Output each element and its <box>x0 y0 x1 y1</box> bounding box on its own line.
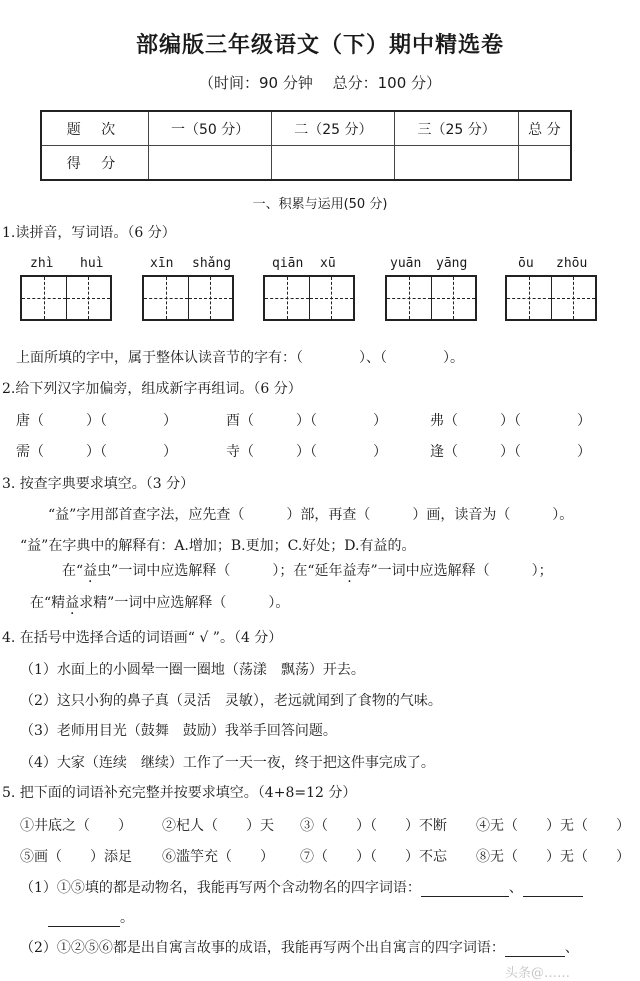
question-4-prompt: 4. 在括号中选择合适的词语画“ √ ”。（4 分） <box>2 630 283 646</box>
radical-item: 弗（ ）（ ） <box>430 413 591 429</box>
idiom-item: ⑥滥竽充（ ） <box>162 849 274 865</box>
answer-blank[interactable] <box>523 882 583 897</box>
question-5-sub2 <box>20 937 579 957</box>
question-3-line: “益”在字典中的解释有：A.增加；B.更加；C.好处；D.有益的。 <box>20 538 416 554</box>
score-cell[interactable] <box>395 146 518 181</box>
question-3-line: “益”字用部首查字法，应先查（ ）部，再查（ ）画，读音为（ ）。 <box>48 507 574 523</box>
text: 寿”一词中应选解释（ ）； <box>356 563 553 579</box>
choice-item: （4）大家（连续 继续）工作了一天一夜，终于把这件事完成了。 <box>20 755 435 771</box>
score-cell[interactable] <box>272 146 395 181</box>
radical-item: 酉（ ）（ ） <box>226 413 387 429</box>
question-5-sub1-cont <box>48 907 134 927</box>
idiom-item: ⑧无（ ）无（ ） <box>476 849 630 865</box>
pinyin-label: zhì <box>30 256 54 271</box>
page-title: 部编版三年级语文（下）期中精选卷 <box>135 33 504 58</box>
text: 求精”一词中应选解释（ ）。 <box>79 595 290 611</box>
text: 、 <box>508 880 523 896</box>
answer-blank[interactable] <box>505 942 565 957</box>
choice-item: （2）这只小狗的鼻子真（灵活 灵敏），老远就闻到了食物的气味。 <box>20 693 442 709</box>
radical-item: 唐（ ）（ ） <box>16 413 177 429</box>
idiom-item: ⑤画（ ）添足 <box>20 849 132 865</box>
question-3-line <box>30 592 289 612</box>
question-5-sub1 <box>20 877 583 897</box>
idiom-item: ③（ ）（ ）不断 <box>300 818 447 834</box>
radical-item: 需（ ）（ ） <box>16 444 177 460</box>
writing-grid[interactable] <box>142 275 234 321</box>
idiom-item: ①井底之（ ） <box>20 818 132 834</box>
emphasis-char: 益 <box>342 563 357 579</box>
score-cell[interactable] <box>518 146 571 181</box>
text: 在“ <box>62 563 84 579</box>
text: 。 <box>120 910 134 926</box>
pinyin-label: shǎng <box>192 256 232 271</box>
watermark-fragment: 头条@…… <box>505 966 571 981</box>
writing-grid[interactable] <box>505 275 597 321</box>
score-table-header-cell: 三（25 分） <box>395 111 518 146</box>
writing-grid[interactable] <box>20 275 112 321</box>
pinyin-label: qiān <box>272 256 304 271</box>
pinyin-label: ōu <box>518 256 534 271</box>
text: 在“精 <box>30 595 66 611</box>
text: 虫”一词中应选解释（ ）；在“延年 <box>97 563 343 579</box>
pinyin-label: yāng <box>436 256 468 271</box>
pinyin-label: zhōu <box>556 256 588 271</box>
score-table-score-row <box>41 146 571 181</box>
writing-grid[interactable] <box>385 275 477 321</box>
choice-item: （3）老师用目光（鼓舞 鼓励）我举手回答问题。 <box>20 723 337 739</box>
text: （1）①⑤填的都是动物名，我能再写两个含动物名的四字词语： <box>20 880 421 896</box>
section-heading: 一、积累与运用(50 分) <box>252 197 388 212</box>
score-row-label: 得 分 <box>41 146 149 181</box>
score-table <box>40 110 572 181</box>
idiom-item: ②杞人（ ）天 <box>162 818 274 834</box>
pinyin-label: xīn <box>150 256 174 271</box>
idiom-item: ④无（ ）无（ ） <box>476 818 630 834</box>
score-table-header-row <box>41 111 571 146</box>
score-table-header-cell: 题 次 <box>41 111 149 146</box>
question-3-prompt: 3. 按查字典要求填空。（3 分） <box>2 476 195 492</box>
radical-item: 寺（ ）（ ） <box>226 444 387 460</box>
text: 、 <box>564 940 579 956</box>
pinyin-label: huì <box>80 256 104 271</box>
score-table-header-cell: 一（50 分） <box>149 111 272 146</box>
question-1-prompt: 1.读拼音，写词语。（6 分） <box>2 225 176 241</box>
choice-item: （1）水面上的小圆晕一圈一圈地（荡漾 飘荡）开去。 <box>20 662 365 678</box>
score-table-header-cell: 总 分 <box>518 111 571 146</box>
text: （2）①②⑤⑥都是出自寓言故事的成语，我能再写两个出自寓言的四字词语： <box>20 940 505 956</box>
exam-time-total: （时间：90 分钟 总分：100 分） <box>198 74 442 92</box>
pinyin-label: xū <box>320 256 336 271</box>
writing-grid[interactable] <box>263 275 355 321</box>
question-1-followup: 上面所填的字中，属于整体认读音节的字有：（ ）、（ ）。 <box>16 350 464 366</box>
answer-blank[interactable] <box>48 912 120 927</box>
pinyin-label: yuān <box>390 256 422 271</box>
emphasis-char: 益 <box>65 595 80 611</box>
score-table-header-cell: 二（25 分） <box>272 111 395 146</box>
question-3-line <box>62 560 553 580</box>
question-5-prompt: 5. 把下面的词语补充完整并按要求填空。（4+8=12 分） <box>2 785 357 801</box>
score-cell[interactable] <box>149 146 272 181</box>
radical-item: 逢（ ）（ ） <box>430 444 591 460</box>
answer-blank[interactable] <box>421 882 509 897</box>
idiom-item: ⑦（ ）（ ）不忘 <box>300 849 447 865</box>
emphasis-char: 益 <box>83 563 98 579</box>
question-2-prompt: 2.给下列汉字加偏旁，组成新字再组词。（6 分） <box>2 381 302 397</box>
